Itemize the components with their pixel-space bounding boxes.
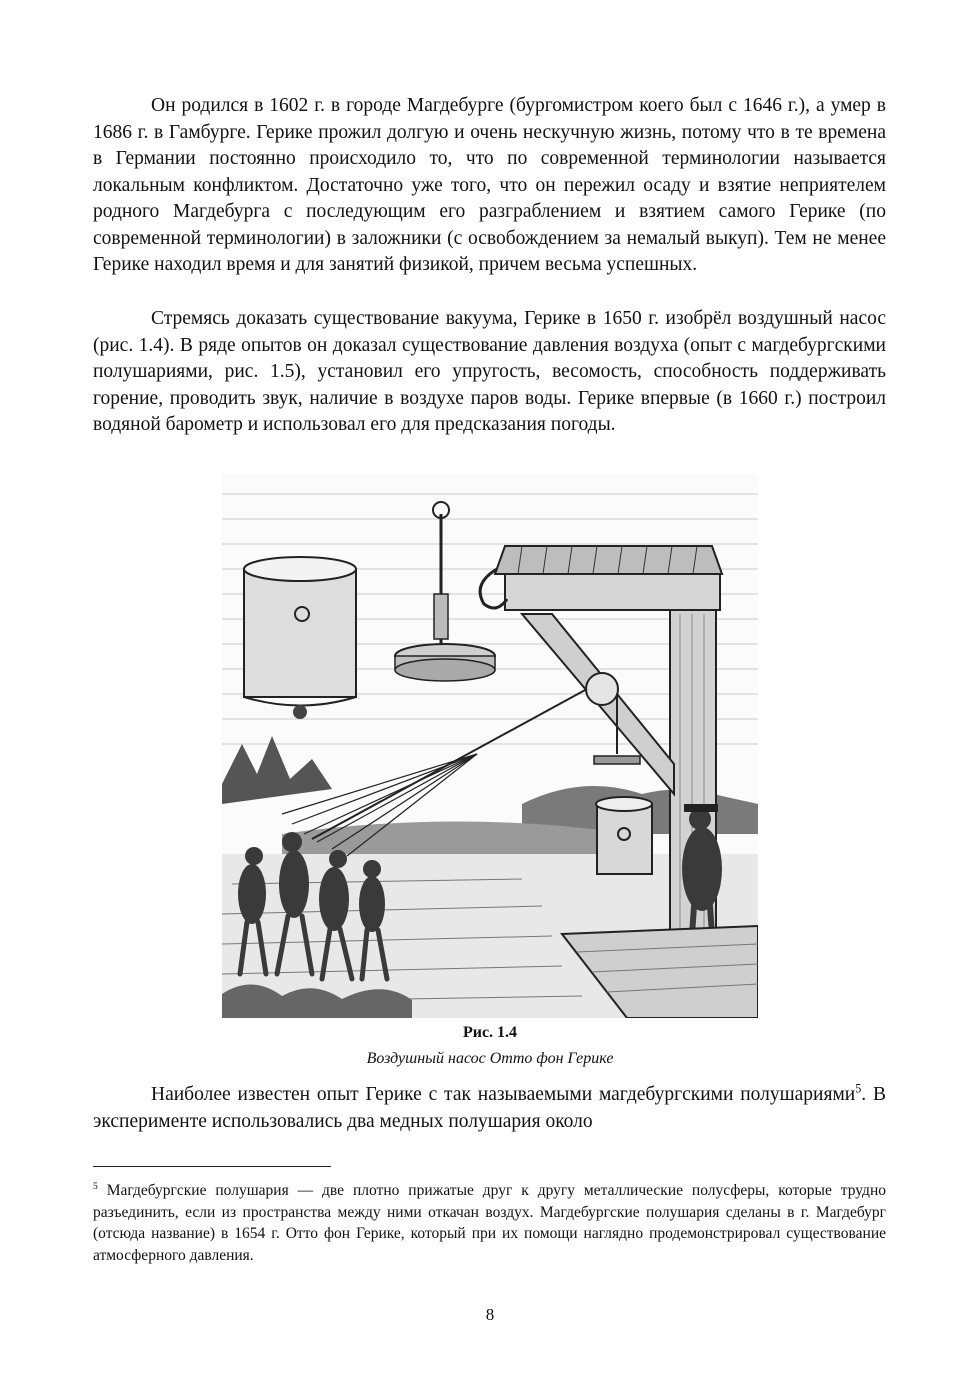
paragraph-text-start: Наиболее известен опыт Герике с так называемыми магдебургскими полушариями [151, 1084, 856, 1105]
paragraph-text-end: . В эксперименте использовались два медных полушария около [93, 1084, 886, 1132]
figure-caption: Воздушный насос Отто фон Герике [366, 1050, 614, 1067]
figure-air-pump-engraving [222, 474, 758, 1018]
paragraph-magdeburg-hemispheres [93, 1082, 886, 1135]
page-number: 8 [485, 1305, 495, 1324]
footnote-mark: 5 [93, 1180, 98, 1192]
footnote-text: Магдебургские полушария — две плотно прижатые друг к другу металлические полусферы, которые трудно разъединить, если из пространства между ними откачан воздух. Магдебургские полушария сделаны в г. Магдебург (отсюда название) в 1654 г. Отто фон Герике, который при их помощи наглядно продемонстрировал существование атмосферного давления. [93, 1182, 886, 1264]
paragraph-biography: Он родился в 1602 г. в городе Магдебурге (бургомистром коего был с 1646 г.), а умер в 1686 г. в Гамбурге. Герике прожил долгую и очень нескучную жизнь, потому что в те времена в Германии постоянно происходило то, что по современной терминологии называется локальным конфликтом. Достаточно уже того, что он пережил осаду и взятие неприятелем родного Магдебурга с последующим его разграблением и взятием самого Герике (по современной терминологии) в заложники (с освобождением за немалый выкуп). Тем не менее Герике находил время и для занятий физикой, причем весьма успешных. [93, 95, 886, 275]
footnote-separator [93, 1166, 331, 1167]
figure-label: Рис. 1.4 [462, 1024, 518, 1041]
footnote-reference[interactable]: 5 [855, 1081, 862, 1096]
footnote [93, 1180, 886, 1266]
paragraph-vacuum-pump: Стремясь доказать существование вакуума, Герике в 1650 г. изобрёл воздушный насос (рис. 1.4). В ряде опытов он доказал существование давления воздуха (опыт с магдебургскими полушариями, рис. 1.5), установил его упругость, весомость, способность поддерживать горение, проводить звук, наличие в воздухе паров воды. Герике впервые (в 1660 г.) построил водяной барометр и использовал его для предсказания погоды. [93, 308, 886, 435]
